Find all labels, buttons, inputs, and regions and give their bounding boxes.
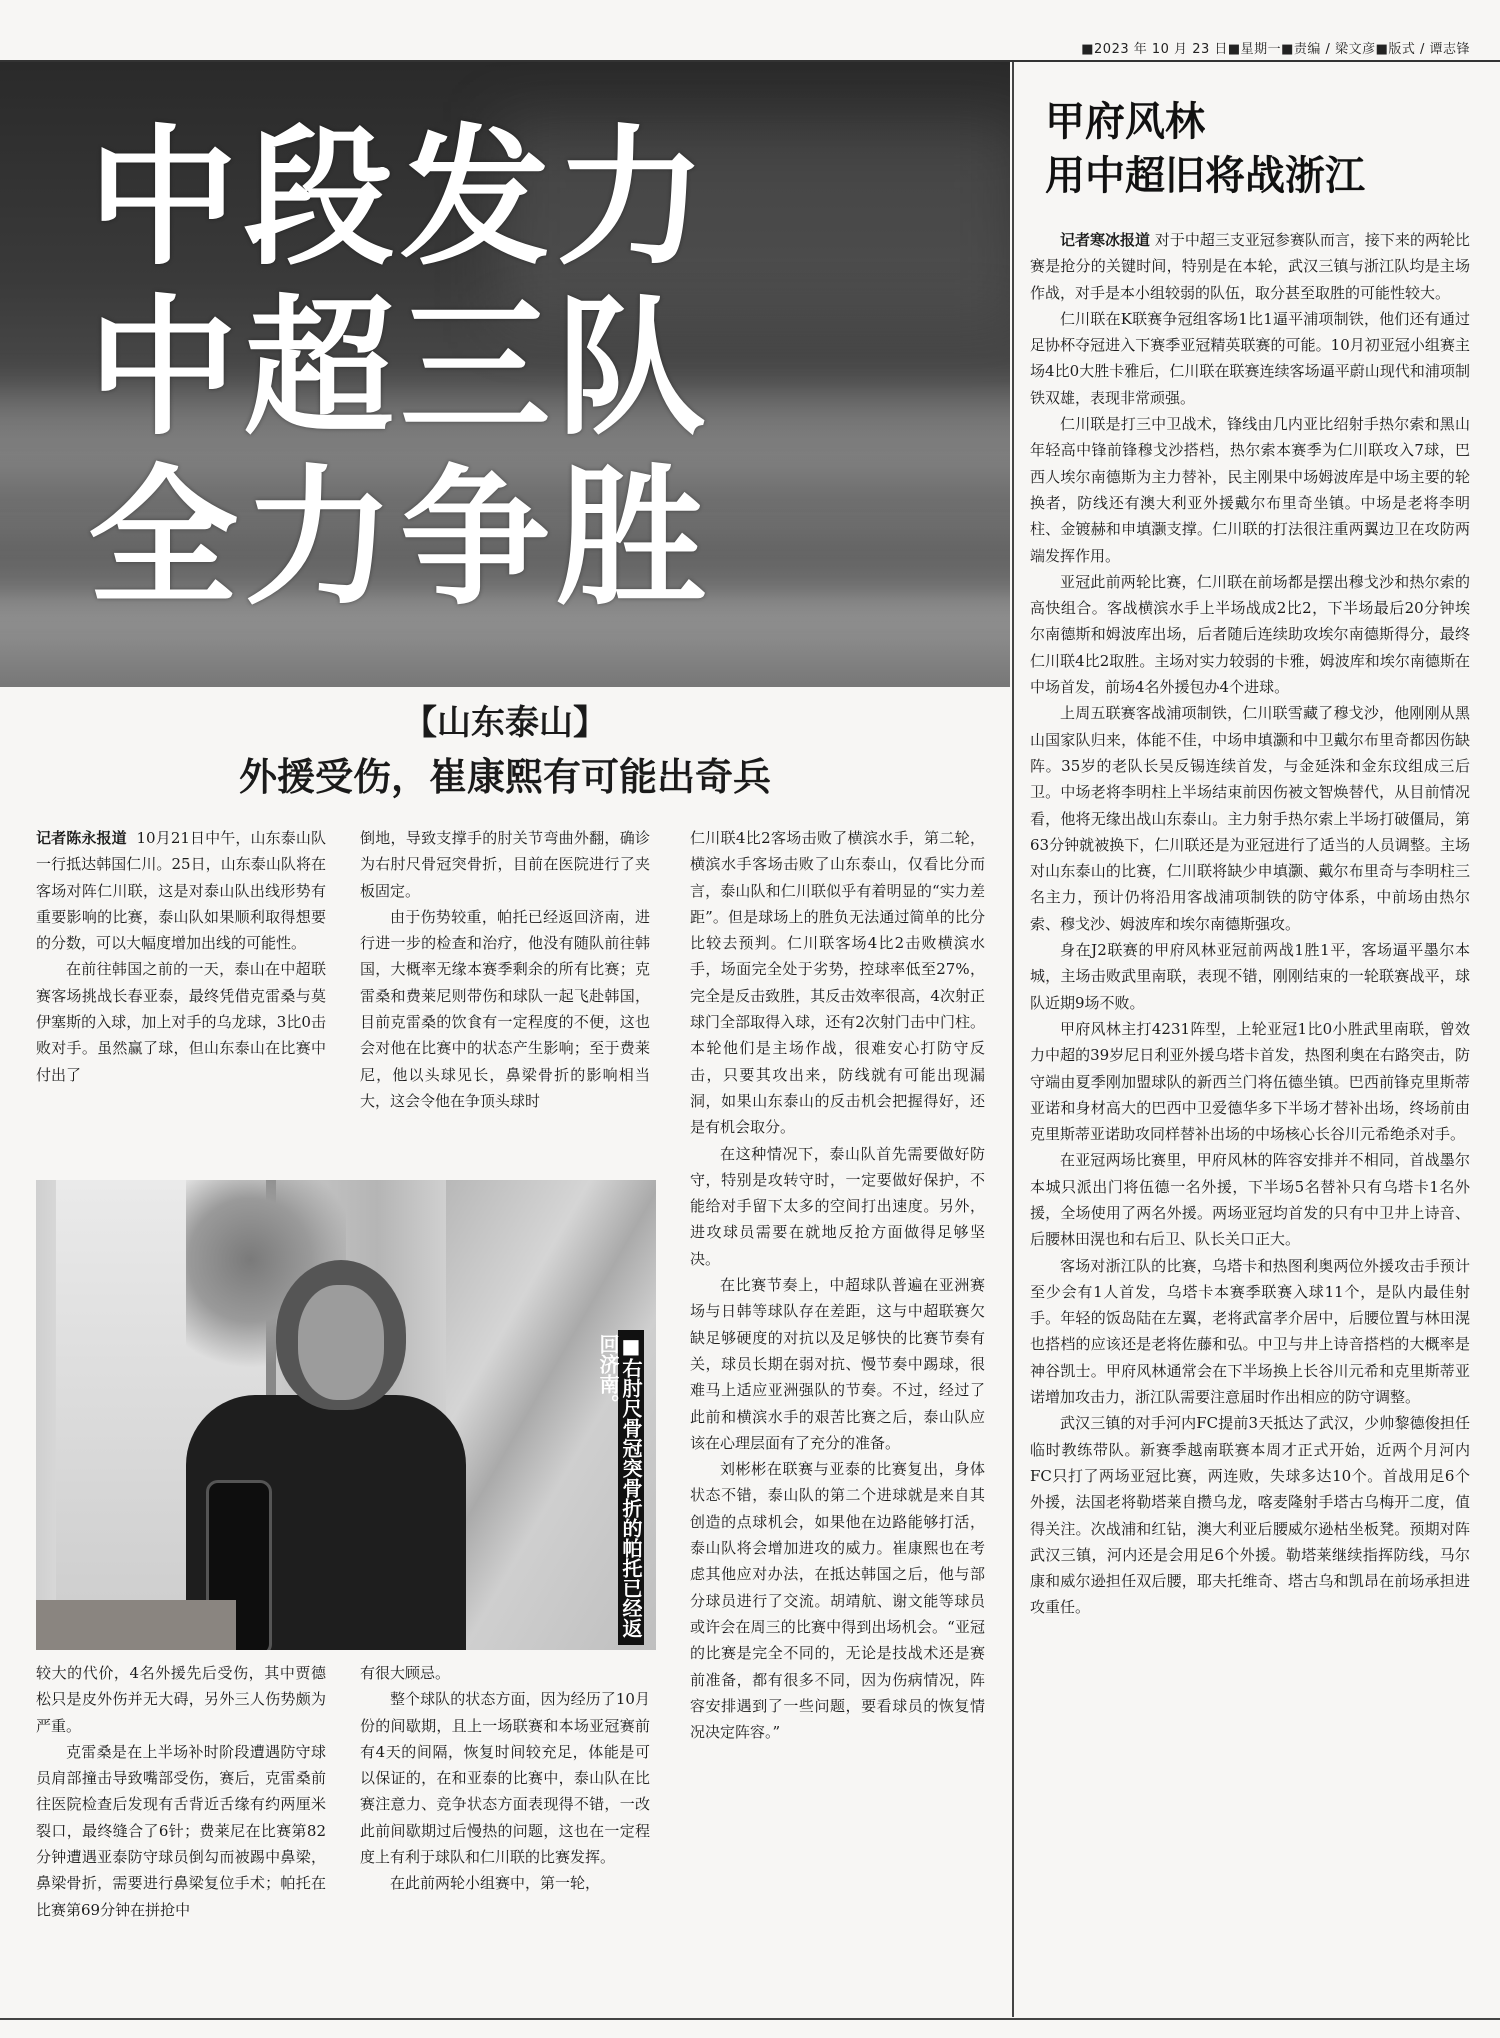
byline: 记者陈永报道 xyxy=(36,829,127,847)
date-line: ■2023 年 10 月 23 日■星期一■责编 / 梁文彦■版式 / 谭志锋 xyxy=(1081,42,1470,57)
hero-title-line-1: 中段发力 xyxy=(88,112,713,286)
right-article-title-line-1: 甲府风林 xyxy=(1045,99,1205,145)
photo-table xyxy=(36,1600,236,1650)
paragraph: 武汉三镇的对手河内FC提前3天抵达了武汉，少帅黎德俊担任临时教练带队。新赛季越南联赛本周才正式开始，近两个月河内FC只打了两场亚冠比赛，两连败，失球多达10个。首战用足6个外援，法国老将勒塔莱自攒乌龙，喀麦隆射手塔古乌梅开二度，值得关注。次战浦和红钻，澳大利亚后腰威尔逊枯坐板凳。预期对阵武汉三镇，河内还是会用足6个外援。勒塔莱继续指挥防线，马尔康和威尔逊担任双后腰，耶夫托维奇、塔古乌和凯昂在前场承担进攻重任。 xyxy=(1030,1414,1470,1617)
shandong-col-1-bottom xyxy=(36,1660,326,1923)
hero-title-line-3: 全力争胜 xyxy=(88,452,713,626)
right-article-title-line-2: 用中超旧将战浙江 xyxy=(1045,153,1365,199)
paragraph: 在此前两轮小组赛中，第一轮， xyxy=(390,1874,601,1893)
paragraph: 有很大顾忌。 xyxy=(360,1664,451,1682)
paragraph: 刘彬彬在联赛与亚泰的比赛复出，身体状态不错，泰山队的第二个进球就是来自其创造的点球机会，如果他在边路能够打活，泰山队将会增加进攻的威力。崔康熙也在考虑其他应对办法，在抵达韩国之后，他与部分球员进行了交流。胡靖航、谢文能等球员或许会在周三的比赛中得到出场机会。“亚冠的比赛是完全不同的，无论是技战术还是赛前准备，都有很多不同，因为伤病情况，阵容安排遇到了一些问题，要看球员的恢复情况决定阵容。” xyxy=(690,1460,985,1742)
news-photo xyxy=(36,1180,656,1650)
shandong-col-1-top xyxy=(36,825,326,1088)
column-divider xyxy=(1012,62,1014,2017)
paragraph: 仁川联4比2客场击败了横滨水手，第二轮，横滨水手客场击败了山东泰山，仅看比分而言，泰山队和仁川联似乎有着明显的“实力差距”。但是球场上的胜负无法通过简单的比分比较去预判。仁川联客场4比2击败横滨水手，场面完全处于劣势，控球率低至27%，完全是反击致胜，其反击效率很高，4次射正球门全部取得入球，还有2次射门击中门柱。本轮他们是主场作战，很难安心打防守反击，只要其攻出来，防线就有可能出现漏洞，如果山东泰山的反击机会把握得好，还是有机会取分。 xyxy=(690,829,985,1137)
bottom-rule xyxy=(0,2018,1500,2020)
paragraph: 由于伤势较重，帕托已经返回济南，进行进一步的检查和治疗，他没有随队前往韩国，大概率无缘本赛季剩余的所有比赛；克雷桑和费莱尼则带伤和球队一起飞赴韩国，目前克雷桑的饮食有一定程度的不便，这也会对他在比赛中的状态产生影响；至于费莱尼，他以头球见长，鼻梁骨折的影响相当大，这会令他在争顶头球时 xyxy=(360,907,650,1110)
right-article-title xyxy=(1045,95,1470,203)
paragraph: 甲府风林主打4231阵型，上轮亚冠1比0小胜武里南联，曾效力中超的39岁尼日利亚外援乌塔卡首发，热图利奥在右路突击，防守端由夏季刚加盟球队的新西兰门将伍德坐镇。巴西前锋克里斯蒂亚诺和身材高大的巴西中卫爱德华多下半场才替补出场，终场前由克里斯蒂亚诺助攻同样替补出场的中场核心长谷川元希绝杀对手。 xyxy=(1030,1019,1470,1144)
shandong-col-2-top xyxy=(360,825,650,1114)
shandong-col-2-bottom xyxy=(360,1660,650,1897)
paragraph: 倒地，导致支撑手的肘关节弯曲外翻，确诊为右肘尺骨冠突骨折，目前在医院进行了夹板固定。 xyxy=(360,829,650,900)
paragraph: 克雷桑是在上半场补时阶段遭遇防守球员肩部撞击导致嘴部受伤，赛后，克雷桑前往医院检查后发现有舌背近舌缘有约两厘米裂口，最终缝合了6针；费莱尼在比赛第82分钟遭遇亚泰防守球员倒勾而被踢中鼻梁，鼻梁骨折，需要进行鼻梁复位手术；帕托在比赛第69分钟在拼抢中 xyxy=(36,1742,326,1919)
photo-caption: ■右肘尺骨冠突骨折的帕托已经返回济南。 xyxy=(618,1330,644,1645)
paragraph: 在亚冠两场比赛里，甲府风林的阵容安排并不相同，首战墨尔本城只派出门将伍德一名外援，下半场5名替补只有乌塔卡1名外援，全场使用了两名外援。两场亚冠均首发的只有中卫井上诗音、后腰林田滉也和右后卫、队长关口正大。 xyxy=(1030,1151,1470,1249)
paragraph: 记者陈永报道 10月21日中午，山东泰山队一行抵达韩国仁川。25日，山东泰山队将在客场对阵仁川联，这是对泰山队出线形势有重要影响的比赛，泰山队如果顺利取得想要的分数，可以大幅度增加出线的可能性。 xyxy=(36,829,326,953)
photo-person-face xyxy=(298,1285,384,1400)
shandong-headline xyxy=(0,700,1010,804)
paragraph: 仁川联在K联赛争冠组客场1比1逼平浦项制铁，他们还有通过足协杯夺冠进入下赛季亚冠精英联赛的可能。10月初亚冠小组赛主场4比0大胜卡雅后，仁川联在联赛连续客场逼平蔚山现代和浦项制铁双雄，表现非常顽强。 xyxy=(1030,309,1470,407)
paragraph: 在比赛节奏上，中超球队普遍在亚洲赛场与日韩等球队存在差距，这与中超联赛欠缺足够硬度的对抗以及足够快的比赛节奏有关，球员长期在弱对抗、慢节奏中踢球，很难马上适应亚洲强队的节奏。不过，经过了此前和横滨水手的艰苦比赛之后，泰山队应该在心理层面有了充分的准备。 xyxy=(690,1276,985,1452)
shandong-col-3 xyxy=(690,825,985,1745)
paragraph: 身在J2联赛的甲府风林亚冠前两战1胜1平，客场逼平墨尔本城，主场击败武里南联，表现不错，刚刚结束的一轮联赛战平，球队近期9场不败。 xyxy=(1030,941,1470,1012)
right-article-body xyxy=(1030,227,1470,1621)
paragraph: 客场对浙江队的比赛，乌塔卡和热图利奥两位外援攻击手预计至少会有1人首发，乌塔卡本赛季联赛入球11个，是队内最佳射手。年轻的饭岛陆在左翼，老将武富孝介居中，后腰位置与林田滉也搭档的应该还是老将佐藤和弘。中卫与井上诗音搭档的大概率是神谷凯士。甲府风林通常会在下半场换上长谷川元希和克里斯蒂亚诺增加攻击力，浙江队需要注意届时作出相应的防守调整。 xyxy=(1030,1256,1470,1407)
paragraph: 整个球队的状态方面，因为经历了10月份的间歇期，且上一场联赛和本场亚冠赛前有4天的间隔，恢复时间较充足，体能是可以保证的，在和亚泰的比赛中，泰山队在比赛注意力、竞争状态方面表现得不错，一改此前间歇期过后慢热的问题，这也在一定程度上有利于球队和仁川联的比赛发挥。 xyxy=(360,1690,650,1867)
paragraph: 仁川联是打三中卫战术，锋线由几内亚比绍射手热尔索和黑山年轻高中锋前锋穆戈沙搭档，热尔索本赛季为仁川联攻入7球，巴西人埃尔南德斯为主力替补，民主刚果中场姆波库是中场主要的轮换者，防线还有澳大利亚外援戴尔布里奇坐镇。中场是老将李明柱、金镀赫和申填灏支撑。仁川联的打法很注重两翼边卫在攻防两端发挥作用。 xyxy=(1030,415,1470,565)
hero-banner xyxy=(0,62,1010,687)
paragraph: 记者寒冰报道 对于中超三支亚冠参赛队而言，接下来的两轮比赛是抢分的关键时间，特别是在本轮，武汉三镇与浙江队均是主场作战，对手是本小组较弱的队伍，取分甚至取胜的可能性较大。 xyxy=(1030,231,1470,302)
hero-title-line-2: 中超三队 xyxy=(88,282,713,456)
header-bar xyxy=(0,30,1500,62)
right-article xyxy=(1030,95,1470,1621)
subtitle: 外援受伤，崔康熙有可能出奇兵 xyxy=(238,755,771,799)
paragraph: 在这种情况下，泰山队首先需要做好防守，特别是攻转守时，一定要做好保护，不能给对手留下太多的空间打出速度。另外，进攻球员需要在就地反抢方面做得足够坚决。 xyxy=(690,1144,985,1268)
paragraph: 亚冠此前两轮比赛，仁川联在前场都是摆出穆戈沙和热尔索的高快组合。客战横滨水手上半场战成2比2，下半场最后20分钟埃尔南德斯和姆波库出场，后者随后连续助攻埃尔南德斯得分，最终仁川联4比2取胜。主场对实力较弱的卡雅，姆波库和埃尔南德斯在中场首发，前场4名外援包办4个进球。 xyxy=(1030,572,1470,697)
paragraph: 在前往韩国之前的一天，泰山在中超联赛客场挑战长春亚泰，最终凭借克雷桑与莫伊塞斯的入球，加上对手的乌龙球，3比0击败对手。虽然赢了球，但山东泰山在比赛中付出了 xyxy=(36,960,326,1084)
paragraph: 上周五联赛客战浦项制铁，仁川联雪藏了穆戈沙，他刚刚从黑山国家队归来，体能不佳，中场申填灏和中卫戴尔布里奇都因伤缺阵。35岁的老队长吴反锡连续首发，与金延洙和金东玟组成三后卫。中场老将李明柱上半场结束前因伤被文智焕替代，从目前情况看，他将无缘出战山东泰山。主力射手热尔索上半场打破僵局，第63分钟就被换下，仁川联还是为亚冠进行了适当的人员调整。主场对山东泰山的比赛，仁川联将缺少申填灏、戴尔布里奇与李明柱三名主力，预计仍将沿用客战浦项制铁的防守体系，中前场由热尔索、穆戈沙、姆波库和埃尔南德斯强攻。 xyxy=(1030,704,1470,933)
paragraph: 较大的代价，4名外援先后受伤，其中贾德松只是皮外伤并无大碍，另外三人伤势颇为严重。 xyxy=(36,1664,326,1735)
section-tag: 【山东泰山】 xyxy=(403,703,607,743)
byline: 记者寒冰报道 xyxy=(1060,231,1151,249)
